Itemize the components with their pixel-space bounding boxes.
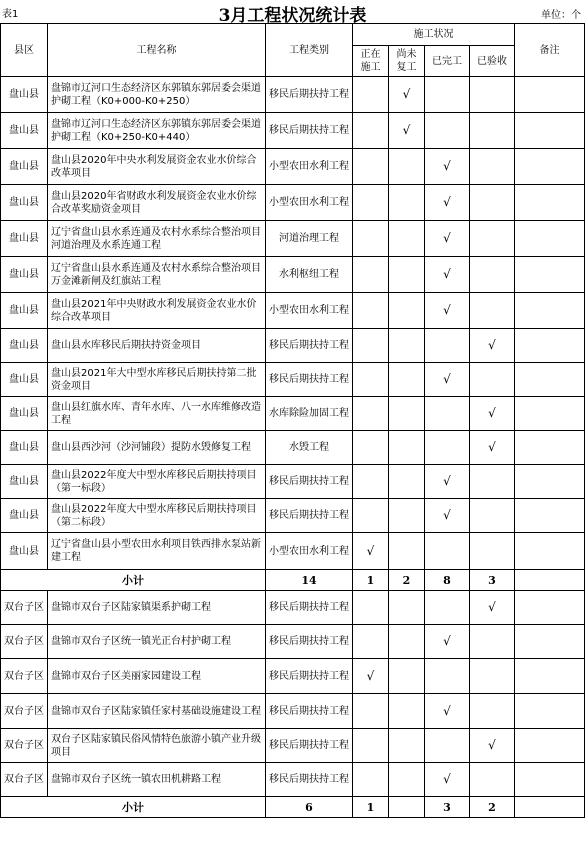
category-cell: 小型农田水利工程 bbox=[266, 293, 353, 329]
status-accepted-cell bbox=[470, 591, 515, 625]
status-ongoing-cell bbox=[353, 397, 389, 431]
county-cell: 双台子区 bbox=[1, 729, 48, 763]
subtotal-not-resumed: 2 bbox=[389, 570, 425, 591]
status-accepted-cell bbox=[470, 431, 515, 465]
status-accepted-cell bbox=[470, 763, 515, 797]
project-name-cell: 盘山县2021年大中型水库移民后期扶持第二批资金项目 bbox=[48, 363, 266, 397]
remark-cell bbox=[515, 397, 585, 431]
category-cell: 移民后期扶持工程 bbox=[266, 363, 353, 397]
category-cell: 河道治理工程 bbox=[266, 221, 353, 257]
col-completed: 已完工 bbox=[425, 46, 470, 77]
remark-cell bbox=[515, 257, 585, 293]
status-accepted-cell bbox=[470, 77, 515, 113]
table-row bbox=[1, 694, 585, 729]
check-mark-icon: √ bbox=[443, 231, 451, 245]
table-row bbox=[1, 113, 585, 149]
page-title: 3月工程状况统计表 bbox=[218, 6, 367, 26]
status-not-resumed-cell bbox=[389, 293, 425, 329]
remark-cell bbox=[515, 77, 585, 113]
subtotal-completed: 3 bbox=[425, 797, 470, 818]
subtotal-accepted: 3 bbox=[470, 570, 515, 591]
category-cell: 移民后期扶持工程 bbox=[266, 591, 353, 625]
table-row bbox=[1, 329, 585, 363]
check-mark-icon: √ bbox=[488, 440, 496, 454]
project-name-cell: 盘山县西沙河（沙河铺段）提防水毁修复工程 bbox=[48, 431, 266, 465]
remark-cell bbox=[515, 293, 585, 329]
page-header bbox=[0, 0, 585, 24]
category-cell: 移民后期扶持工程 bbox=[266, 659, 353, 694]
project-name-cell: 盘山县2022年度大中型水库移民后期扶持项目（第一标段） bbox=[48, 465, 266, 499]
status-not-resumed-cell bbox=[389, 465, 425, 499]
status-completed-cell bbox=[425, 625, 470, 659]
remark-cell bbox=[515, 465, 585, 499]
table-row bbox=[1, 257, 585, 293]
col-ongoing: 正在 施工 bbox=[353, 46, 389, 77]
category-cell: 移民后期扶持工程 bbox=[266, 465, 353, 499]
check-mark-icon: √ bbox=[366, 668, 375, 683]
status-not-resumed-cell bbox=[389, 77, 425, 113]
status-not-resumed-cell bbox=[389, 763, 425, 797]
check-mark-icon: √ bbox=[443, 303, 451, 317]
county-cell: 双台子区 bbox=[1, 625, 48, 659]
status-completed-cell bbox=[425, 729, 470, 763]
table-row bbox=[1, 77, 585, 113]
col-status-group: 施工状况 bbox=[353, 24, 515, 46]
county-cell: 盘山县 bbox=[1, 329, 48, 363]
subtotal-label: 小计 bbox=[1, 797, 266, 818]
table-row bbox=[1, 499, 585, 533]
check-mark-icon: √ bbox=[443, 195, 451, 209]
status-accepted-cell bbox=[470, 625, 515, 659]
county-cell: 盘山县 bbox=[1, 293, 48, 329]
status-completed-cell bbox=[425, 77, 470, 113]
category-cell: 水利枢纽工程 bbox=[266, 257, 353, 293]
status-ongoing-cell bbox=[353, 329, 389, 363]
check-mark-icon: √ bbox=[443, 267, 451, 281]
status-ongoing-cell bbox=[353, 591, 389, 625]
remark-cell bbox=[515, 113, 585, 149]
project-name-cell: 盘锦市辽河口生态经济区东郭镇东郭居委会渠道护砌工程（K0+250-K0+440） bbox=[48, 113, 266, 149]
subtotal-completed: 8 bbox=[425, 570, 470, 591]
project-name-cell: 盘山县水库移民后期扶持资金项目 bbox=[48, 329, 266, 363]
remark-cell bbox=[515, 431, 585, 465]
status-completed-cell bbox=[425, 397, 470, 431]
remark-cell bbox=[515, 499, 585, 533]
county-cell: 盘山县 bbox=[1, 465, 48, 499]
check-mark-icon: √ bbox=[443, 772, 451, 786]
remark-cell bbox=[515, 694, 585, 729]
category-cell: 小型农田水利工程 bbox=[266, 185, 353, 221]
check-mark-icon: √ bbox=[488, 406, 496, 420]
county-cell: 双台子区 bbox=[1, 591, 48, 625]
subtotal-label: 小计 bbox=[1, 570, 266, 591]
category-cell: 水毁工程 bbox=[266, 431, 353, 465]
status-ongoing-cell bbox=[353, 659, 389, 694]
check-mark-icon: √ bbox=[443, 159, 451, 173]
project-name-cell: 盘山县红旗水库、青年水库、八一水库维修改造工程 bbox=[48, 397, 266, 431]
subtotal-row bbox=[1, 797, 585, 818]
county-cell: 盘山县 bbox=[1, 397, 48, 431]
status-not-resumed-cell bbox=[389, 329, 425, 363]
subtotal-row bbox=[1, 570, 585, 591]
project-name-cell: 辽宁省盘山县小型农田水利项目铁西排水泵站新建工程 bbox=[48, 533, 266, 570]
category-cell: 移民后期扶持工程 bbox=[266, 694, 353, 729]
category-cell: 移民后期扶持工程 bbox=[266, 729, 353, 763]
status-completed-cell bbox=[425, 694, 470, 729]
status-not-resumed-cell bbox=[389, 659, 425, 694]
status-accepted-cell bbox=[470, 221, 515, 257]
status-completed-cell bbox=[425, 329, 470, 363]
table-row bbox=[1, 363, 585, 397]
subtotal-ongoing: 1 bbox=[353, 797, 389, 818]
status-ongoing-cell bbox=[353, 185, 389, 221]
status-ongoing-cell bbox=[353, 729, 389, 763]
project-name-cell: 辽宁省盘山县水系连通及农村水系综合整治项目万金滩新闸及红旗站工程 bbox=[48, 257, 266, 293]
status-table bbox=[0, 23, 585, 818]
status-ongoing-cell bbox=[353, 113, 389, 149]
status-ongoing-cell bbox=[353, 221, 389, 257]
remark-cell bbox=[515, 729, 585, 763]
project-name-cell: 辽宁省盘山县水系连通及农村水系综合整治项目河道治理及水系连通工程 bbox=[48, 221, 266, 257]
status-accepted-cell bbox=[470, 113, 515, 149]
table-row bbox=[1, 625, 585, 659]
status-not-resumed-cell bbox=[389, 694, 425, 729]
status-completed-cell bbox=[425, 363, 470, 397]
check-mark-icon: √ bbox=[402, 123, 411, 137]
status-ongoing-cell bbox=[353, 533, 389, 570]
subtotal-remark bbox=[515, 570, 585, 591]
col-category: 工程类别 bbox=[266, 24, 353, 77]
category-cell: 水库除险加固工程 bbox=[266, 397, 353, 431]
category-cell: 小型农田水利工程 bbox=[266, 533, 353, 570]
table-row bbox=[1, 659, 585, 694]
county-cell: 盘山县 bbox=[1, 499, 48, 533]
status-completed-cell bbox=[425, 185, 470, 221]
col-county: 县区 bbox=[1, 24, 48, 77]
status-ongoing-cell bbox=[353, 257, 389, 293]
status-not-resumed-cell bbox=[389, 185, 425, 221]
remark-cell bbox=[515, 185, 585, 221]
status-ongoing-cell bbox=[353, 763, 389, 797]
status-accepted-cell bbox=[470, 533, 515, 570]
project-name-cell: 盘山县2022年度大中型水库移民后期扶持项目（第二标段） bbox=[48, 499, 266, 533]
status-accepted-cell bbox=[470, 729, 515, 763]
table-row bbox=[1, 397, 585, 431]
status-not-resumed-cell bbox=[389, 431, 425, 465]
status-ongoing-cell bbox=[353, 625, 389, 659]
status-accepted-cell bbox=[470, 397, 515, 431]
table-row bbox=[1, 591, 585, 625]
county-cell: 盘山县 bbox=[1, 149, 48, 185]
project-name-cell: 盘锦市双台子区陆家镇渠系护砌工程 bbox=[48, 591, 266, 625]
table-row bbox=[1, 149, 585, 185]
subtotal-total: 14 bbox=[266, 570, 353, 591]
county-cell: 盘山县 bbox=[1, 257, 48, 293]
status-ongoing-cell bbox=[353, 499, 389, 533]
county-cell: 盘山县 bbox=[1, 431, 48, 465]
subtotal-ongoing: 1 bbox=[353, 570, 389, 591]
status-accepted-cell bbox=[470, 694, 515, 729]
status-accepted-cell bbox=[470, 149, 515, 185]
status-completed-cell bbox=[425, 257, 470, 293]
table-row bbox=[1, 431, 585, 465]
county-cell: 盘山县 bbox=[1, 113, 48, 149]
table-row bbox=[1, 185, 585, 221]
status-accepted-cell bbox=[470, 659, 515, 694]
table-row bbox=[1, 465, 585, 499]
status-not-resumed-cell bbox=[389, 257, 425, 293]
county-cell: 盘山县 bbox=[1, 77, 48, 113]
county-cell: 盘山县 bbox=[1, 363, 48, 397]
status-completed-cell bbox=[425, 533, 470, 570]
status-accepted-cell bbox=[470, 257, 515, 293]
col-accepted: 已验收 bbox=[470, 46, 515, 77]
subtotal-remark bbox=[515, 797, 585, 818]
status-ongoing-cell bbox=[353, 465, 389, 499]
project-name-cell: 盘锦市辽河口生态经济区东郭镇东郭居委会渠道护砌工程（K0+000-K0+250） bbox=[48, 77, 266, 113]
status-completed-cell bbox=[425, 659, 470, 694]
remark-cell bbox=[515, 221, 585, 257]
remark-cell bbox=[515, 659, 585, 694]
check-mark-icon: √ bbox=[488, 600, 496, 614]
status-not-resumed-cell bbox=[389, 149, 425, 185]
status-not-resumed-cell bbox=[389, 533, 425, 570]
project-name-cell: 盘锦市双台子区统一镇农田机耕路工程 bbox=[48, 763, 266, 797]
county-cell: 双台子区 bbox=[1, 763, 48, 797]
category-cell: 小型农田水利工程 bbox=[266, 149, 353, 185]
status-ongoing-cell bbox=[353, 694, 389, 729]
status-accepted-cell bbox=[470, 499, 515, 533]
table-body bbox=[1, 77, 585, 818]
project-name-cell: 盘山县2020年省财政水利发展资金农业水价综合改革奖励资金项目 bbox=[48, 185, 266, 221]
project-name-cell: 盘锦市双台子区统一镇光正台村护砌工程 bbox=[48, 625, 266, 659]
check-mark-icon: √ bbox=[488, 338, 496, 352]
county-cell: 盘山县 bbox=[1, 221, 48, 257]
table-row bbox=[1, 763, 585, 797]
subtotal-accepted: 2 bbox=[470, 797, 515, 818]
remark-cell bbox=[515, 625, 585, 659]
check-mark-icon: √ bbox=[443, 508, 451, 522]
remark-cell bbox=[515, 149, 585, 185]
status-ongoing-cell bbox=[353, 149, 389, 185]
remark-cell bbox=[515, 363, 585, 397]
check-mark-icon: √ bbox=[443, 703, 451, 718]
status-ongoing-cell bbox=[353, 293, 389, 329]
subtotal-total: 6 bbox=[266, 797, 353, 818]
status-completed-cell bbox=[425, 499, 470, 533]
status-accepted-cell bbox=[470, 465, 515, 499]
remark-cell bbox=[515, 591, 585, 625]
table-number: 表1 bbox=[2, 9, 19, 20]
category-cell: 移民后期扶持工程 bbox=[266, 625, 353, 659]
status-ongoing-cell bbox=[353, 431, 389, 465]
col-remark: 备注 bbox=[515, 24, 585, 77]
remark-cell bbox=[515, 763, 585, 797]
status-not-resumed-cell bbox=[389, 113, 425, 149]
status-ongoing-cell bbox=[353, 77, 389, 113]
status-completed-cell bbox=[425, 149, 470, 185]
status-not-resumed-cell bbox=[389, 591, 425, 625]
project-name-cell: 盘锦市双台子区陆家镇任家村基础设施建设工程 bbox=[48, 694, 266, 729]
county-cell: 盘山县 bbox=[1, 185, 48, 221]
check-mark-icon: √ bbox=[443, 634, 451, 648]
status-completed-cell bbox=[425, 465, 470, 499]
check-mark-icon: √ bbox=[366, 543, 375, 558]
county-cell: 双台子区 bbox=[1, 694, 48, 729]
project-name-cell: 盘锦市双台子区美丽家园建设工程 bbox=[48, 659, 266, 694]
col-name: 工程名称 bbox=[48, 24, 266, 77]
status-accepted-cell bbox=[470, 185, 515, 221]
status-completed-cell bbox=[425, 763, 470, 797]
status-ongoing-cell bbox=[353, 363, 389, 397]
category-cell: 移民后期扶持工程 bbox=[266, 329, 353, 363]
project-name-cell: 盘山县2020年中央水利发展资金农业水价综合改革项目 bbox=[48, 149, 266, 185]
category-cell: 移民后期扶持工程 bbox=[266, 499, 353, 533]
remark-cell bbox=[515, 329, 585, 363]
county-cell: 盘山县 bbox=[1, 533, 48, 570]
status-completed-cell bbox=[425, 591, 470, 625]
project-name-cell: 双台子区陆家镇民俗风情特色旅游小镇产业升级项目 bbox=[48, 729, 266, 763]
status-completed-cell bbox=[425, 293, 470, 329]
category-cell: 移民后期扶持工程 bbox=[266, 763, 353, 797]
col-not-resumed: 尚未 复工 bbox=[389, 46, 425, 77]
status-completed-cell bbox=[425, 431, 470, 465]
project-name-cell: 盘山县2021年中央财政水利发展资金农业水价综合改革项目 bbox=[48, 293, 266, 329]
unit-label: 单位：个 bbox=[541, 10, 581, 21]
status-not-resumed-cell bbox=[389, 625, 425, 659]
table-row bbox=[1, 533, 585, 570]
status-accepted-cell bbox=[470, 293, 515, 329]
table-row bbox=[1, 729, 585, 763]
status-completed-cell bbox=[425, 113, 470, 149]
check-mark-icon: √ bbox=[488, 738, 496, 752]
table-row bbox=[1, 221, 585, 257]
subtotal-not-resumed bbox=[389, 797, 425, 818]
county-cell: 双台子区 bbox=[1, 659, 48, 694]
table-row bbox=[1, 293, 585, 329]
status-not-resumed-cell bbox=[389, 221, 425, 257]
status-not-resumed-cell bbox=[389, 499, 425, 533]
status-accepted-cell bbox=[470, 329, 515, 363]
status-not-resumed-cell bbox=[389, 397, 425, 431]
status-not-resumed-cell bbox=[389, 363, 425, 397]
check-mark-icon: √ bbox=[402, 87, 411, 101]
status-accepted-cell bbox=[470, 363, 515, 397]
category-cell: 移民后期扶持工程 bbox=[266, 77, 353, 113]
status-completed-cell bbox=[425, 221, 470, 257]
check-mark-icon: √ bbox=[443, 474, 451, 488]
check-mark-icon: √ bbox=[443, 372, 451, 386]
category-cell: 移民后期扶持工程 bbox=[266, 113, 353, 149]
remark-cell bbox=[515, 533, 585, 570]
status-not-resumed-cell bbox=[389, 729, 425, 763]
